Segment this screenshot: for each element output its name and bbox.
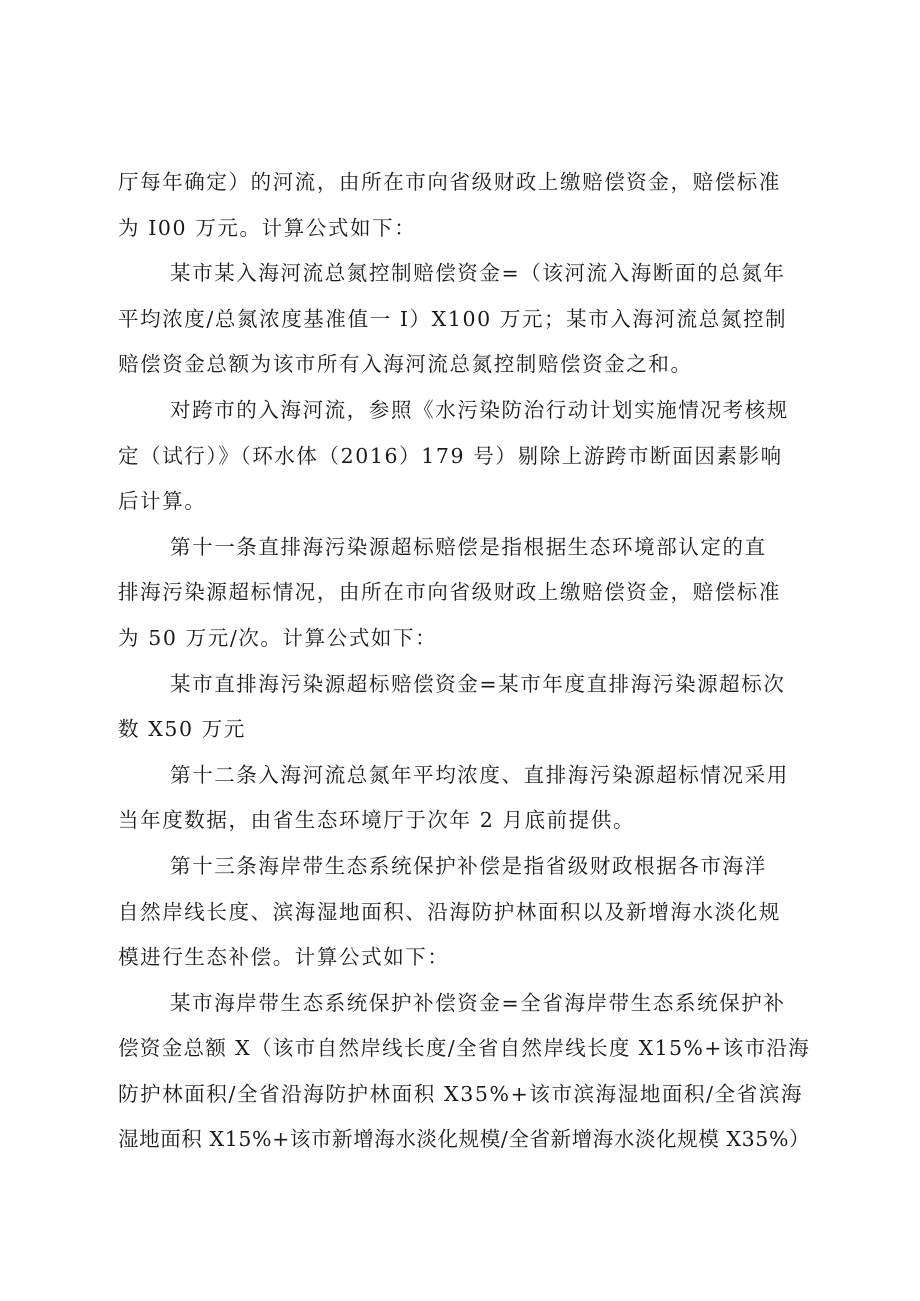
- text-line: 当年度数据，由省生态环境厅于次年 2 月底前提供。: [118, 808, 636, 833]
- text-line: 对跨市的入海河流，参照《水污染防治行动计划实施情况考核规: [170, 397, 789, 422]
- text-line: 防护林面积/全省沿海防护林面积 X35%+该市滨海湿地面积/全省滨海: [118, 1081, 804, 1106]
- text-line: 某市某入海河流总氮控制赔偿资金=（该河流入海断面的总氮年: [170, 261, 786, 286]
- text-line: 赔偿资金总额为该市所有入海河流总氮控制赔偿资金之和。: [118, 352, 693, 377]
- text-line: 某市海岸带生态系统保护补偿资金=全省海岸带生态系统保护补: [170, 990, 786, 1015]
- text-line: 湿地面积 X15%+该市新增海水淡化规模/全省新增海水淡化规模 X35%）: [118, 1127, 811, 1152]
- text-line: 后计算。: [118, 489, 207, 514]
- text-line: 为 50 万元/次。计算公式如下：: [118, 625, 438, 650]
- text-line: 偿资金总额 X（该市自然岸线长度/全省自然岸线长度 X15%+该市沿海: [118, 1036, 811, 1061]
- text-line: 自然岸线长度、滨海湿地面积、沿海防护林面积以及新增海水淡化规: [118, 899, 781, 924]
- text-line: 第十一条直排海污染源超标赔偿是指根据生态环境部认定的直: [170, 534, 767, 559]
- text-line: 第十二条入海河流总氮年平均浓度、直排海污染源超标情况采用: [170, 762, 789, 787]
- text-line: 厅每年确定）的河流，由所在市向省级财政上缴赔偿资金，赔偿标准: [118, 170, 781, 194]
- text-line: 模进行生态补偿。计算公式如下：: [118, 945, 450, 970]
- text-line: 某市直排海污染源超标赔偿资金=某市年度直排海污染源超标次: [170, 671, 786, 696]
- text-line: 第十三条海岸带生态系统保护补偿是指省级财政根据各市海洋: [170, 853, 767, 878]
- text-line: 平均浓度/总氮浓度基准值一 I）X100 万元；某市入海河流总氮控制: [118, 306, 788, 331]
- text-line: 为 I00 万元。计算公式如下：: [118, 215, 417, 240]
- text-line: 排海污染源超标情况，由所在市向省级财政上缴赔偿资金，赔偿标准: [118, 580, 781, 605]
- body-text: [118, 160, 818, 1163]
- text-line: 定（试行）》（环水体（2016）179 号）剔除上游跨市断面因素影响: [118, 443, 783, 468]
- text-line: 数 X50 万元: [118, 717, 247, 742]
